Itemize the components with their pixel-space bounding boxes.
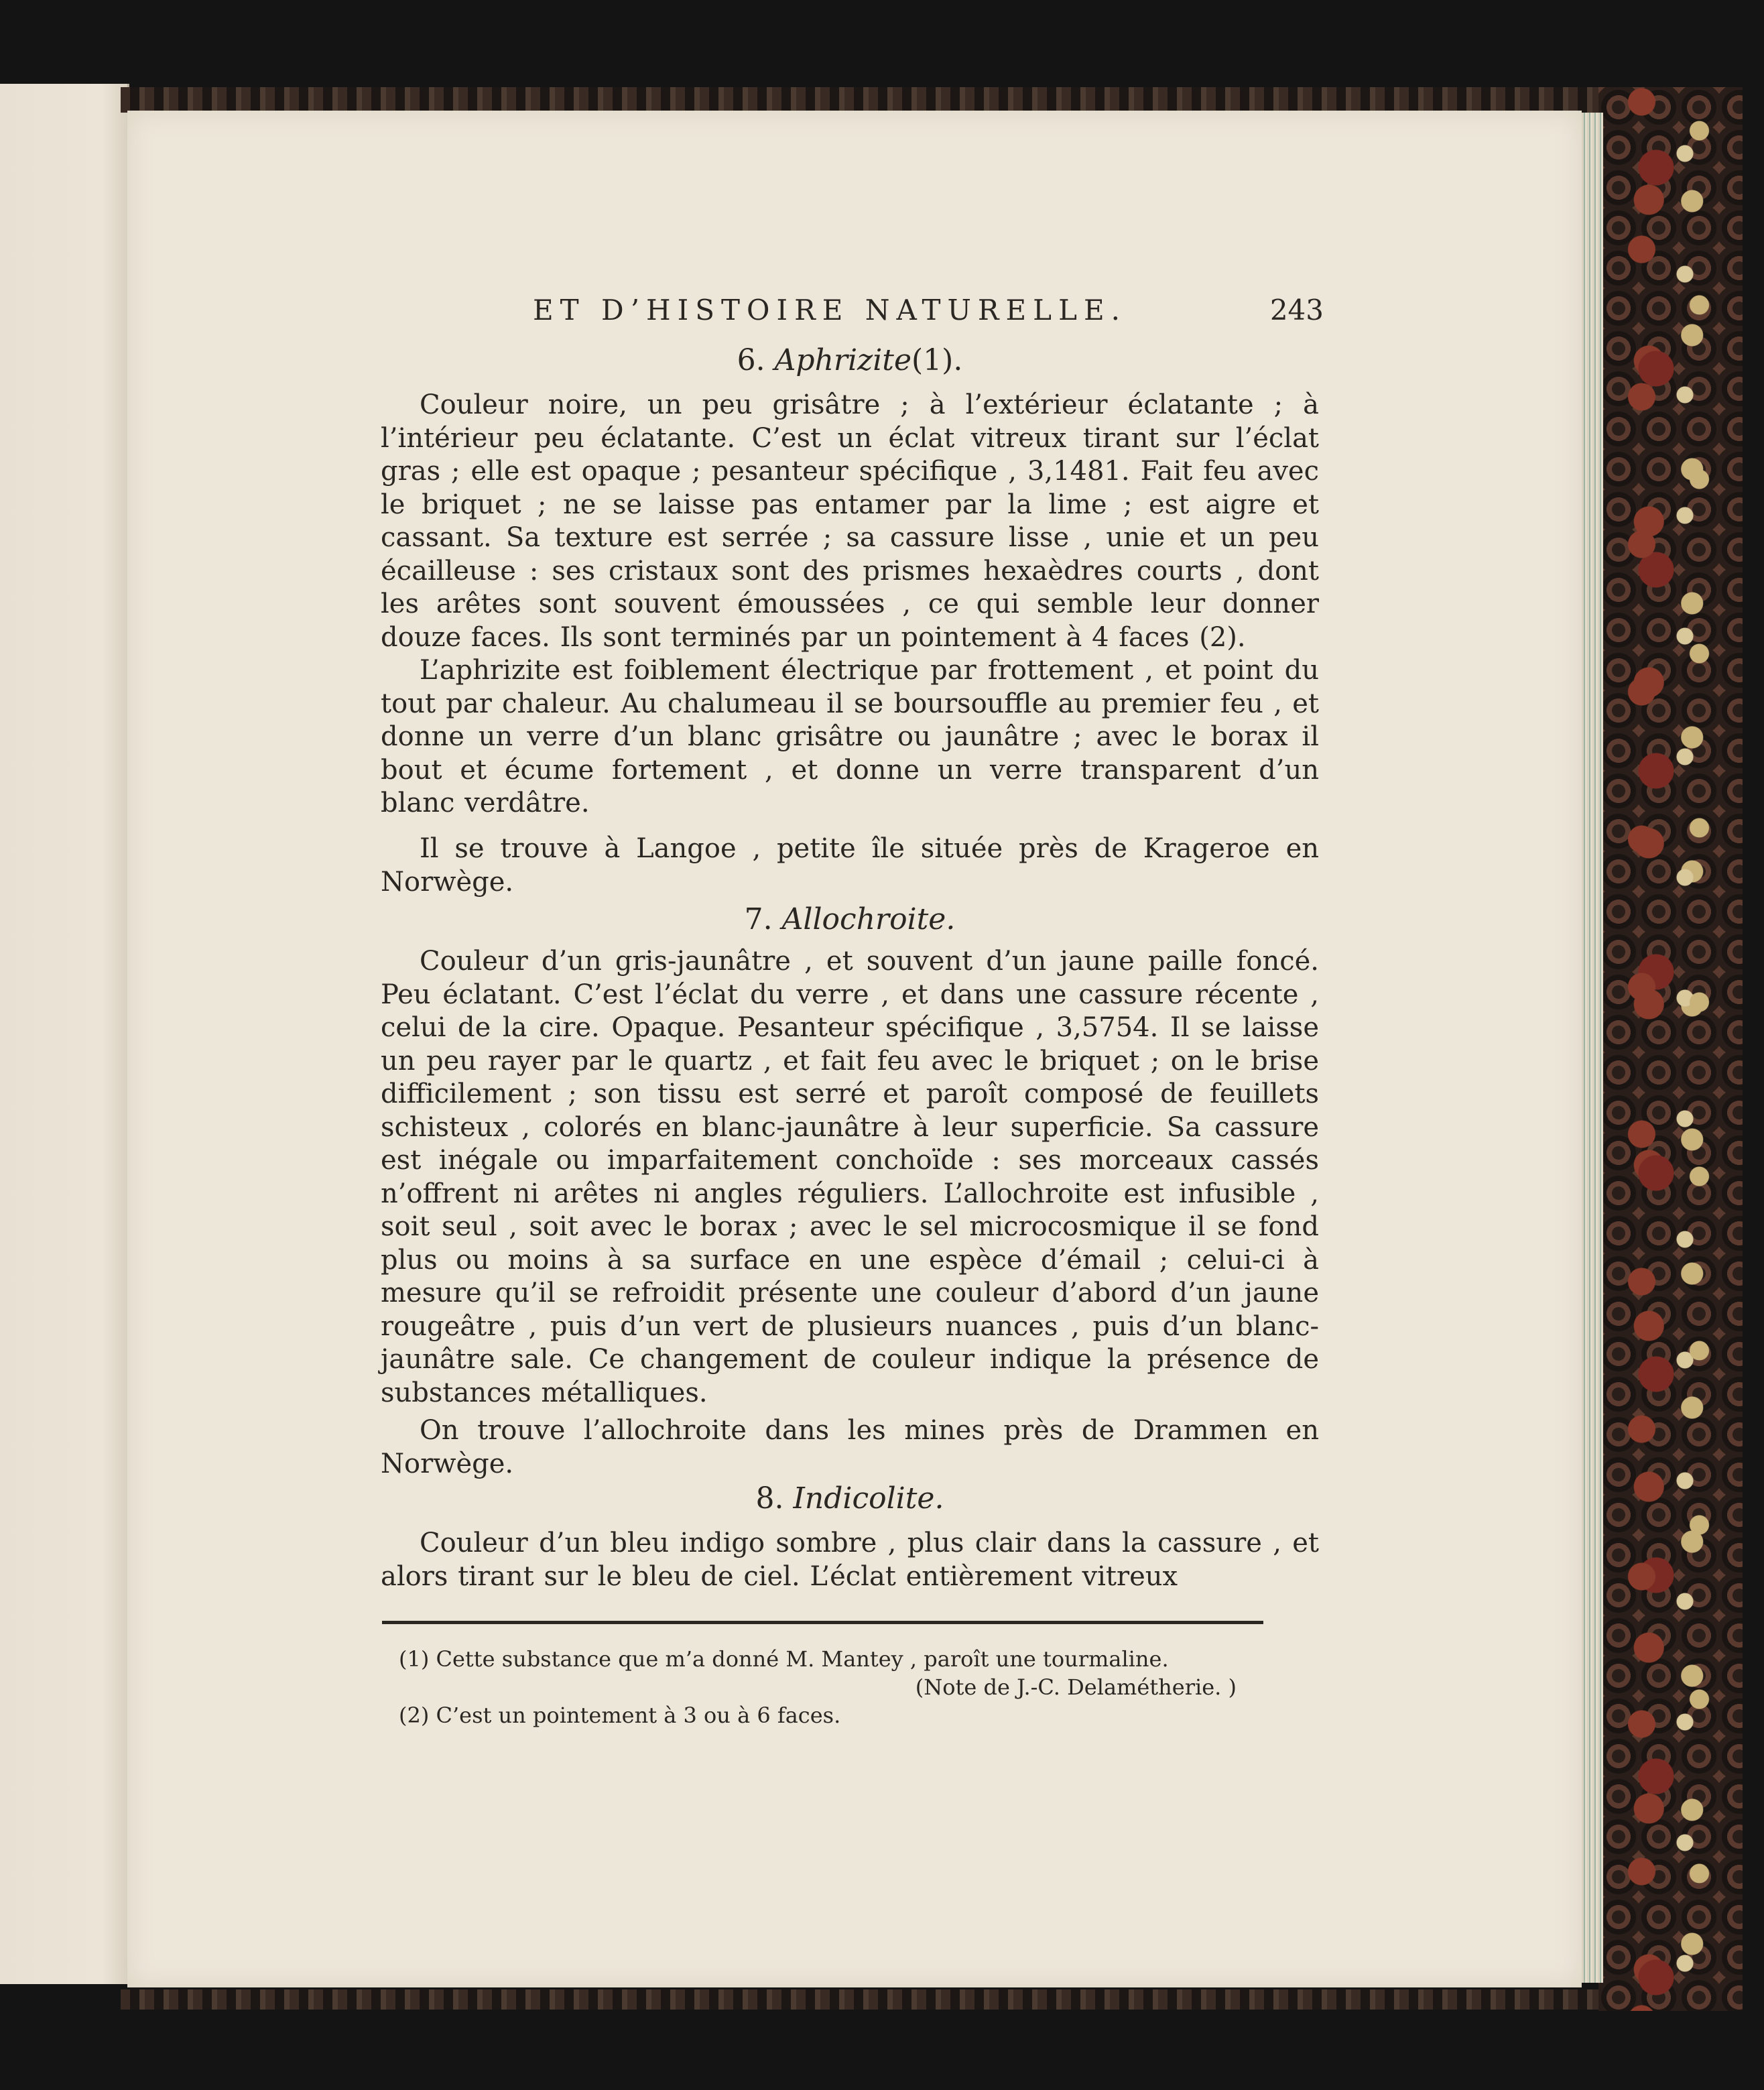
binding-top-edge [121, 87, 1662, 113]
paragraph-aphrizite-electric: L’aphrizite est foiblement électrique par frottement , et point du tout par chaleur. Au chalumeau il se boursouffle au premier feu , et donne un verre d’un blanc grisâtre ou jaunâtre ; avec le borax il bout et écume fortement , et donne un verre transparent d’un blanc verdâtre. [381, 655, 1319, 818]
facing-page-edge [0, 84, 129, 1984]
running-head-title: ET D’HISTOIRE NATURELLE. [533, 294, 1127, 326]
footnote-2: (2) C’est un pointement à 3 ou à 6 faces. [399, 1703, 841, 1728]
page-number: 243 [1269, 294, 1324, 326]
paragraph-indicolite-description: Couleur d’un bleu indigo sombre , plus clair dans la cassure , et alors tirant sur le bleu de ciel. L’éclat entièrement vitreux [381, 1528, 1319, 1592]
section-name: Allochroite. [781, 902, 956, 936]
running-head [533, 294, 1324, 334]
paragraph-allochroite-description: Couleur d’un gris-jaunâtre , et souvent d’un jaune paille foncé. Peu éclatant. C’est l’éclat du verre , et dans une cassure récente , celui de la cire. Opaque. Pesanteur spécifique , 3,5754. Il se laisse un peu rayer par le quartz , et fait feu avec le briquet ; on le brise difficilement ; son tissu est serré et paroît composé de feuillets schisteux , colorés en blanc-jaunâtre à leur superficie. Sa cassure est inégale ou imparfaitement conchoïde : ses morceaux cassés n’offrent ni arêtes ni angles réguliers. L’allochroite est infusible , soit seul , soit avec le borax ; avec le sel microcosmique il se fond plus ou moins à sa surface en une espèce d’émail ; celui-ci à mesure qu’il se refroidit présente une couleur d’abord d’un jaune rougeâtre , puis d’un vert de plusieurs nuances , puis d’un blanc-jaunâtre sale. Ce changement de couleur indique la présence de substances métalliques. [381, 946, 1319, 1408]
footnote-mark: (1). [911, 343, 963, 377]
footnote-rule [382, 1621, 1263, 1624]
section-heading-allochroite [381, 900, 1319, 940]
section-number: 6. [737, 343, 765, 377]
section-heading-aphrizite [381, 341, 1319, 381]
section-name: Indicolite. [793, 1481, 944, 1516]
footnotes [399, 1645, 1237, 1729]
footnote-1: (1) Cette substance que m’a donné M. Mantey , paroît une tourmaline. [399, 1646, 1169, 1672]
paragraph-aphrizite-locality: Il se trouve à Langoe , petite île située près de Krageroe en Norwège. [381, 833, 1319, 898]
paragraph-allochroite-locality: On trouve l’allochroite dans les mines près de Drammen en Norwège. [381, 1415, 1319, 1479]
binding-bottom-edge [121, 1989, 1662, 2010]
section-heading-indicolite [381, 1479, 1319, 1519]
section-number: 7. [744, 902, 773, 936]
section-number: 8. [755, 1481, 784, 1516]
footnote-1-attribution: (Note de J.-C. Delamétherie. ) [915, 1674, 1237, 1700]
section-name: Aphrizite [774, 343, 912, 377]
paragraph-aphrizite-description: Couleur noire, un peu grisâtre ; à l’extérieur éclatante ; à l’intérieur peu éclatante. C’est un éclat vitreux tirant sur l’éclat gras ; elle est opaque ; pesanteur spécifique , 3,1481. Fait feu avec le briquet ; ne se laisse pas entamer par la lime ; est aigre et cassant. Sa texture est serrée ; sa cassure lisse , unie et un peu écailleuse : ses cristaux sont des prismes hexaèdres courts , dont les arêtes sont souvent émoussées , ce qui semble leur donner douze faces. Ils sont terminés par un pointement à 4 faces (2). [381, 389, 1319, 653]
marbled-cover-board [1598, 87, 1743, 2011]
